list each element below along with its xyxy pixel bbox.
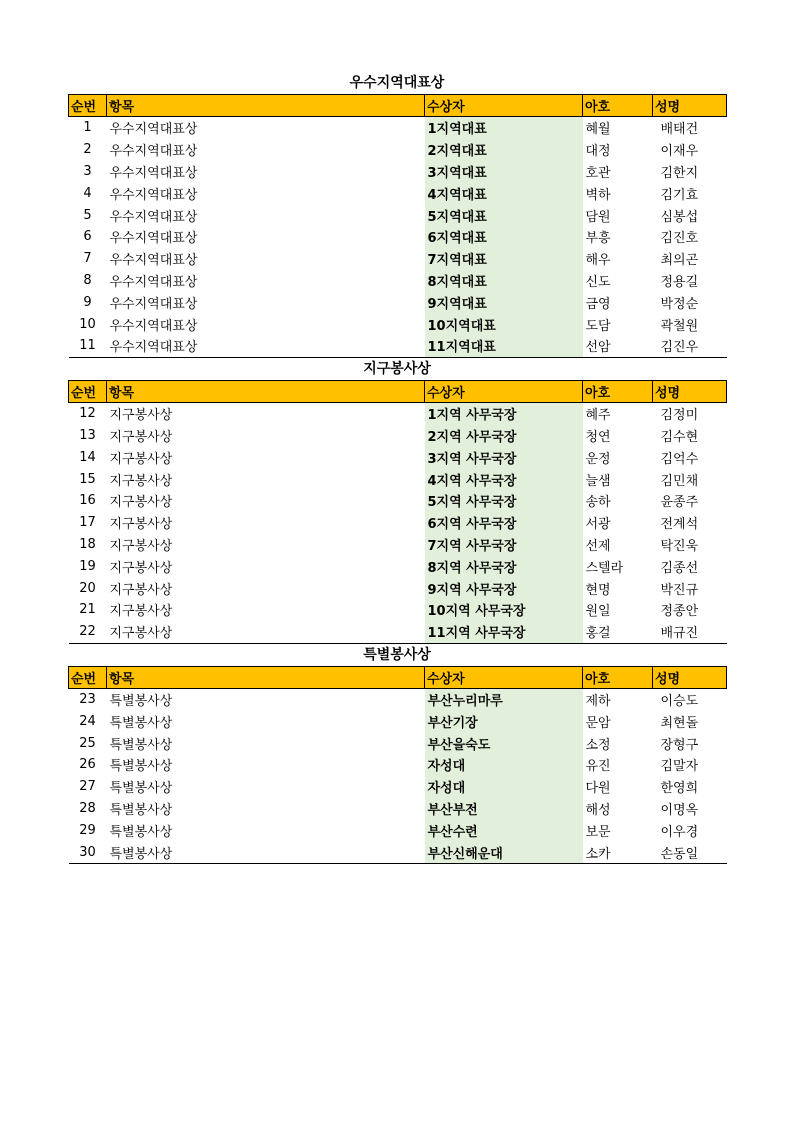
cell-item: 우수지역대표상	[107, 335, 425, 357]
col-header-winner: 수상자	[425, 666, 583, 688]
cell-no: 5	[83, 207, 92, 223]
cell-no: 24	[79, 713, 96, 729]
cell-item: 우수지역대표상	[109, 209, 198, 225]
col-header-no: 순번	[69, 95, 107, 117]
cell-name: 손동일	[653, 841, 727, 863]
table-row	[69, 710, 727, 732]
cell-no: 29	[79, 822, 96, 838]
cell-alias: 보문	[585, 824, 611, 840]
cell-name: 배태건	[660, 122, 699, 138]
cell-name: 김진호	[660, 231, 699, 247]
cell-winner: 5지역대표	[425, 204, 583, 226]
cell-name: 이재우	[660, 144, 699, 160]
cell-item: 특별봉사상	[107, 841, 425, 863]
cell-item: 지구봉사상	[109, 473, 173, 489]
table-row	[69, 798, 727, 820]
cell-winner: 8지역대표	[425, 270, 583, 292]
cell-no: 10	[79, 316, 96, 332]
cell-winner: 자성대	[425, 754, 583, 776]
cell-alias: 부흥	[585, 231, 611, 247]
col-header-alias: 아호	[583, 95, 653, 117]
cell-winner: 자성대	[425, 776, 583, 798]
cell-item: 우수지역대표상	[109, 165, 198, 181]
cell-alias: 원일	[585, 604, 611, 620]
col-header-item: 항목	[107, 95, 425, 117]
cell-alias: 혜주	[585, 408, 611, 424]
cell-no: 1	[83, 120, 92, 136]
cell-name: 윤종주	[660, 495, 699, 511]
table-header-row	[69, 666, 727, 688]
cell-alias: 선제	[585, 538, 611, 554]
cell-winner: 11지역 사무국장	[425, 621, 583, 643]
cell-winner: 6지역 사무국장	[425, 512, 583, 534]
cell-no: 19	[79, 558, 96, 574]
cell-alias: 유진	[585, 759, 611, 775]
cell-alias: 현명	[585, 582, 611, 598]
table-header-row	[69, 380, 727, 402]
cell-item: 특별봉사상	[109, 759, 173, 775]
cell-item: 지구봉사상	[109, 517, 173, 533]
cell-alias: 다원	[585, 781, 611, 797]
cell-alias: 담원	[585, 209, 611, 225]
cell-winner: 2지역 사무국장	[425, 425, 583, 447]
table-row	[69, 402, 727, 424]
cell-winner: 부산신해운대	[425, 841, 583, 863]
cell-item: 지구봉사상	[107, 621, 425, 643]
table-row	[69, 291, 727, 313]
cell-no: 6	[83, 229, 92, 245]
table-row	[69, 599, 727, 621]
cell-no: 22	[69, 621, 107, 643]
col-header-name: 성명	[653, 380, 727, 402]
cell-winner: 4지역 사무국장	[425, 468, 583, 490]
cell-item: 지구봉사상	[109, 408, 173, 424]
cell-name: 전계석	[660, 517, 699, 533]
cell-item: 지구봉사상	[109, 495, 173, 511]
cell-winner: 부산수련	[425, 819, 583, 841]
cell-name: 한영희	[660, 781, 699, 797]
cell-name: 김종선	[660, 560, 699, 576]
cell-item: 우수지역대표상	[109, 144, 198, 160]
cell-item: 특별봉사상	[109, 737, 173, 753]
cell-name: 박진규	[660, 582, 699, 598]
cell-no: 12	[79, 406, 96, 422]
cell-name: 김민채	[660, 473, 699, 489]
col-header-no: 순번	[69, 666, 107, 688]
cell-winner: 부산기장	[425, 710, 583, 732]
cell-item: 우수지역대표상	[109, 318, 198, 334]
cell-no: 27	[79, 779, 96, 795]
cell-no: 2	[83, 142, 92, 158]
cell-alias: 청연	[585, 429, 611, 445]
cell-item: 지구봉사상	[109, 538, 173, 554]
cell-item: 특별봉사상	[109, 693, 173, 709]
cell-winner: 9지역 사무국장	[425, 577, 583, 599]
cell-name: 최현돌	[660, 715, 699, 731]
cell-winner: 7지역 사무국장	[425, 534, 583, 556]
cell-winner: 부산부전	[425, 798, 583, 820]
table-row	[69, 490, 727, 512]
col-header-winner: 수상자	[425, 380, 583, 402]
cell-no: 25	[79, 735, 96, 751]
table-row	[69, 226, 727, 248]
award-table	[68, 666, 727, 864]
cell-alias: 문암	[585, 715, 611, 731]
cell-item: 지구봉사상	[109, 451, 173, 467]
award-document	[68, 72, 726, 864]
cell-alias: 스텔라	[585, 560, 624, 576]
cell-alias: 소카	[583, 841, 653, 863]
cell-alias: 홍걸	[583, 621, 653, 643]
cell-no: 3	[83, 163, 92, 179]
col-header-item: 항목	[107, 380, 425, 402]
table-row	[69, 270, 727, 292]
cell-alias: 소정	[585, 737, 611, 753]
cell-item: 지구봉사상	[109, 560, 173, 576]
cell-no: 20	[79, 580, 96, 596]
col-header-no: 순번	[69, 380, 107, 402]
cell-item: 지구봉사상	[109, 429, 173, 445]
cell-no: 18	[79, 536, 96, 552]
cell-alias: 도담	[585, 318, 611, 334]
table-row	[69, 468, 727, 490]
cell-name: 김정미	[660, 408, 699, 424]
cell-winner: 9지역대표	[425, 291, 583, 313]
cell-no: 9	[83, 294, 92, 310]
cell-name: 탁진욱	[660, 538, 699, 554]
cell-name: 정종안	[660, 604, 699, 620]
cell-name: 김수현	[660, 429, 699, 445]
cell-winner: 1지역대표	[425, 117, 583, 139]
table-row	[69, 555, 727, 577]
cell-name: 김말자	[660, 759, 699, 775]
table-row	[69, 248, 727, 270]
cell-name: 김억수	[660, 451, 699, 467]
cell-name: 이우경	[660, 824, 699, 840]
cell-alias: 벽하	[585, 187, 611, 203]
cell-item: 우수지역대표상	[109, 187, 198, 203]
cell-name: 정용길	[660, 274, 699, 290]
table-row	[69, 117, 727, 139]
cell-alias: 혜월	[585, 122, 611, 138]
cell-item: 특별봉사상	[109, 802, 173, 818]
cell-name: 배규진	[653, 621, 727, 643]
cell-item: 지구봉사상	[109, 604, 173, 620]
col-header-name: 성명	[653, 95, 727, 117]
cell-alias: 대정	[585, 144, 611, 160]
cell-winner: 부산을숙도	[425, 732, 583, 754]
cell-winner: 10지역대표	[425, 313, 583, 335]
cell-winner: 3지역대표	[425, 161, 583, 183]
cell-no: 7	[83, 251, 92, 267]
table-row	[69, 425, 727, 447]
cell-winner: 6지역대표	[425, 226, 583, 248]
cell-item: 우수지역대표상	[109, 122, 198, 138]
cell-winner: 11지역대표	[425, 335, 583, 357]
cell-name: 장형구	[660, 737, 699, 753]
cell-winner: 5지역 사무국장	[425, 490, 583, 512]
cell-alias: 해성	[585, 802, 611, 818]
table-row	[69, 161, 727, 183]
cell-alias: 송하	[585, 495, 611, 511]
cell-item: 지구봉사상	[109, 582, 173, 598]
cell-name: 최의곤	[660, 253, 699, 269]
table-row	[69, 512, 727, 534]
table-row	[69, 621, 727, 643]
cell-no: 21	[79, 602, 96, 618]
cell-alias: 선암	[583, 335, 653, 357]
award-table	[68, 380, 727, 644]
section-title: 특별봉사상	[363, 646, 431, 663]
cell-item: 우수지역대표상	[109, 274, 198, 290]
cell-no: 26	[79, 757, 96, 773]
cell-no: 8	[83, 272, 92, 288]
section-title: 지구봉사상	[363, 360, 431, 377]
cell-no: 16	[79, 493, 96, 509]
cell-winner: 7지역대표	[425, 248, 583, 270]
table-row	[69, 819, 727, 841]
cell-winner: 부산누리마루	[425, 688, 583, 710]
table-row	[69, 776, 727, 798]
cell-no: 14	[79, 449, 96, 465]
cell-alias: 호관	[585, 165, 611, 181]
table-header-row	[69, 95, 727, 117]
cell-name: 김한지	[660, 165, 699, 181]
cell-name: 곽철원	[660, 318, 699, 334]
cell-name: 김진우	[653, 335, 727, 357]
cell-no: 4	[83, 185, 92, 201]
table-row	[69, 688, 727, 710]
table-row	[69, 335, 727, 357]
table-row	[69, 182, 727, 204]
cell-item: 우수지역대표상	[109, 296, 198, 312]
cell-item: 특별봉사상	[109, 824, 173, 840]
cell-name: 이승도	[660, 693, 699, 709]
table-row	[69, 139, 727, 161]
cell-alias: 서광	[585, 517, 611, 533]
cell-name: 심봉섭	[660, 209, 699, 225]
cell-winner: 1지역 사무국장	[425, 402, 583, 424]
cell-no: 13	[79, 427, 96, 443]
table-row	[69, 732, 727, 754]
table-row	[69, 577, 727, 599]
table-row	[69, 204, 727, 226]
cell-no: 17	[79, 515, 96, 531]
cell-alias: 금영	[585, 296, 611, 312]
cell-item: 우수지역대표상	[109, 231, 198, 247]
col-header-winner: 수상자	[425, 95, 583, 117]
table-row	[69, 446, 727, 468]
cell-alias: 신도	[585, 274, 611, 290]
table-row	[69, 313, 727, 335]
cell-winner: 10지역 사무국장	[425, 599, 583, 621]
section-title: 우수지역대표상	[349, 75, 445, 91]
col-header-alias: 아호	[583, 380, 653, 402]
col-header-alias: 아호	[583, 666, 653, 688]
col-header-item: 항목	[107, 666, 425, 688]
cell-name: 이명옥	[660, 802, 699, 818]
award-table	[68, 94, 727, 358]
table-row	[69, 754, 727, 776]
cell-alias: 늘샘	[585, 473, 611, 489]
cell-alias: 운정	[585, 451, 611, 467]
cell-winner: 4지역대표	[425, 182, 583, 204]
cell-no: 23	[79, 691, 96, 707]
cell-winner: 3지역 사무국장	[425, 446, 583, 468]
cell-item: 우수지역대표상	[109, 253, 198, 269]
cell-name: 박정순	[660, 296, 699, 312]
cell-no: 28	[79, 800, 96, 816]
table-row	[69, 841, 727, 863]
table-row	[69, 534, 727, 556]
cell-item: 특별봉사상	[109, 715, 173, 731]
col-header-name: 성명	[653, 666, 727, 688]
cell-no: 15	[79, 471, 96, 487]
cell-alias: 해우	[585, 253, 611, 269]
cell-no: 30	[69, 841, 107, 863]
cell-winner: 8지역 사무국장	[425, 555, 583, 577]
cell-name: 김기효	[660, 187, 699, 203]
cell-no: 11	[69, 335, 107, 357]
cell-alias: 제하	[585, 693, 611, 709]
cell-winner: 2지역대표	[425, 139, 583, 161]
cell-item: 특별봉사상	[109, 781, 173, 797]
